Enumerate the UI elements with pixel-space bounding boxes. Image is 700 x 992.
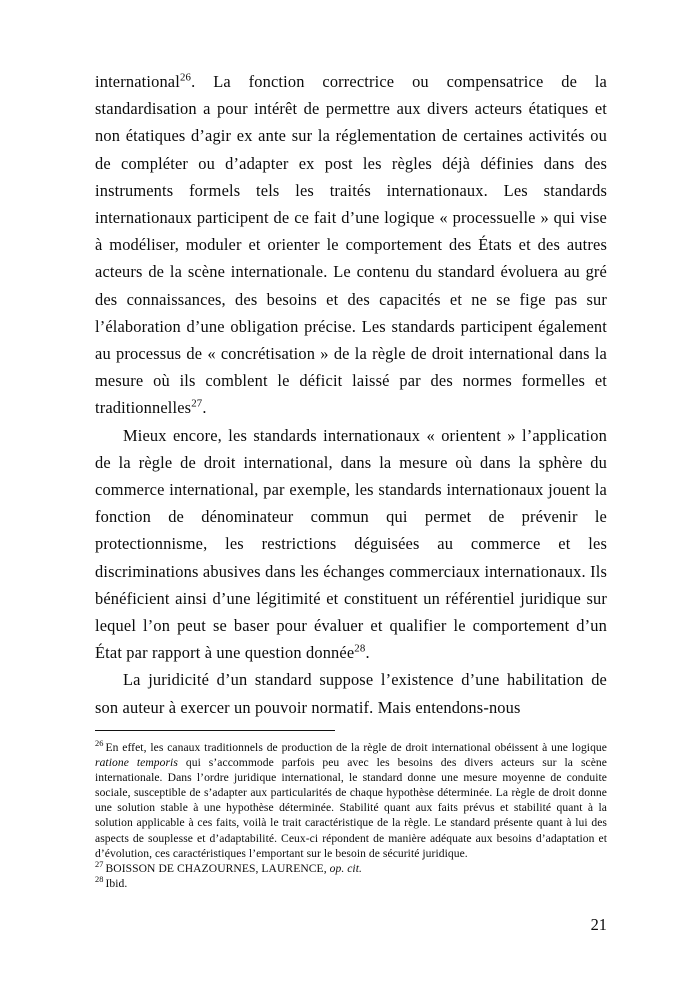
- italic-run: op. cit.: [329, 861, 362, 875]
- footnote-item: $^{26}$ En effet, les canaux traditionnels de production de la règle de droit international obéissent à une logique ratione temporis qui s’accommode parfois peu avec les besoins des divers acteurs sur la scène internationale. Dans l’ordre juridique international, le standard donne une mesure moyenne de conduite sociale, susceptible de s’adapter aux particularités de chaque hypothèse déterminée. La règle de droit donne une solution stable à une hypothèse déterminée. Stabilité quant aux faits prévus et stabilité quant à la solution applicable à ces faits, voilà le trait caractéristique de la règle. Le standard présente quant à lui des aspects de souplesse et d’adaptabilité. Ceux-ci répondent de manière adéquate aux besoins d’adaptation et d’évolution, ces caractéristiques l’emportant sur le besoin de sécurité juridique.: [95, 739, 607, 860]
- page-number: 21: [590, 915, 607, 934]
- footnote-reference[interactable]: 27: [191, 397, 203, 410]
- footnote-item: $^{28}$ Ibid.: [95, 874, 128, 890]
- body-paragraph: La juridicité d’un standard suppose l’existence d’une habilitation de son auteur à exercer un pouvoir normatif. Mais entendons-nous: [95, 670, 607, 717]
- footnote-reference[interactable]: 26: [179, 71, 192, 84]
- footnote-item: $^{27}$ BOISSON DE CHAZOURNES, LAURENCE, op. cit.: [95, 859, 362, 875]
- footnote-block: [95, 730, 607, 891]
- footnote-separator-rule: [95, 730, 335, 731]
- body-paragraph: Mieux encore, les standards internationaux « orientent » l’application de la règle de droit international, dans la mesure où dans la sphère du commerce international, par exemple, les standards internationaux jouent la fonction de dénominateur commun qui permet de prévenir le protectionnisme, les restrictions déguisées au commerce et les discriminations abusives dans les échanges commerciaux internationaux. Ils bénéficient ainsi d’une légitimité et constituent un référentiel juridique sur lequel l’on peut se baser pour évaluer et qualifier le comportement d’un État par rapport à une question donnée$^{28}$.: [95, 425, 607, 663]
- italic-run: ratione temporis: [95, 756, 178, 770]
- footnote-reference[interactable]: 28: [354, 642, 366, 655]
- footnote-marker: 28: [95, 874, 104, 884]
- footnote-marker: 26: [95, 739, 104, 749]
- footnote-marker: 27: [95, 859, 104, 869]
- body-paragraph: international$^{26}$. La fonction correctrice ou compensatrice de la standardisation a pour intérêt de permettre aux divers acteurs étatiques et non étatiques d’agir ex ante sur la réglementation de certaines activités ou de compléter ou d’adapter ex post les règles déjà définies dans des instruments formels tels les traités internationaux. Les standards internationaux participent de ce fait d’une logique « processuelle » qui vise à modéliser, moduler et orienter le comportement des États et des autres acteurs de la scène internationale. Le contenu du standard évoluera au gré des connaissances, des besoins et des capacités et ne se fige pas sur l’élaboration d’une obligation précise. Les standards participent également au processus de « concrétisation » de la règle de droit international dans la mesure où ils comblent le déficit laissé par des normes formelles et traditionnelles$^{27}$.: [95, 71, 607, 418]
- body-text-block: [95, 68, 607, 721]
